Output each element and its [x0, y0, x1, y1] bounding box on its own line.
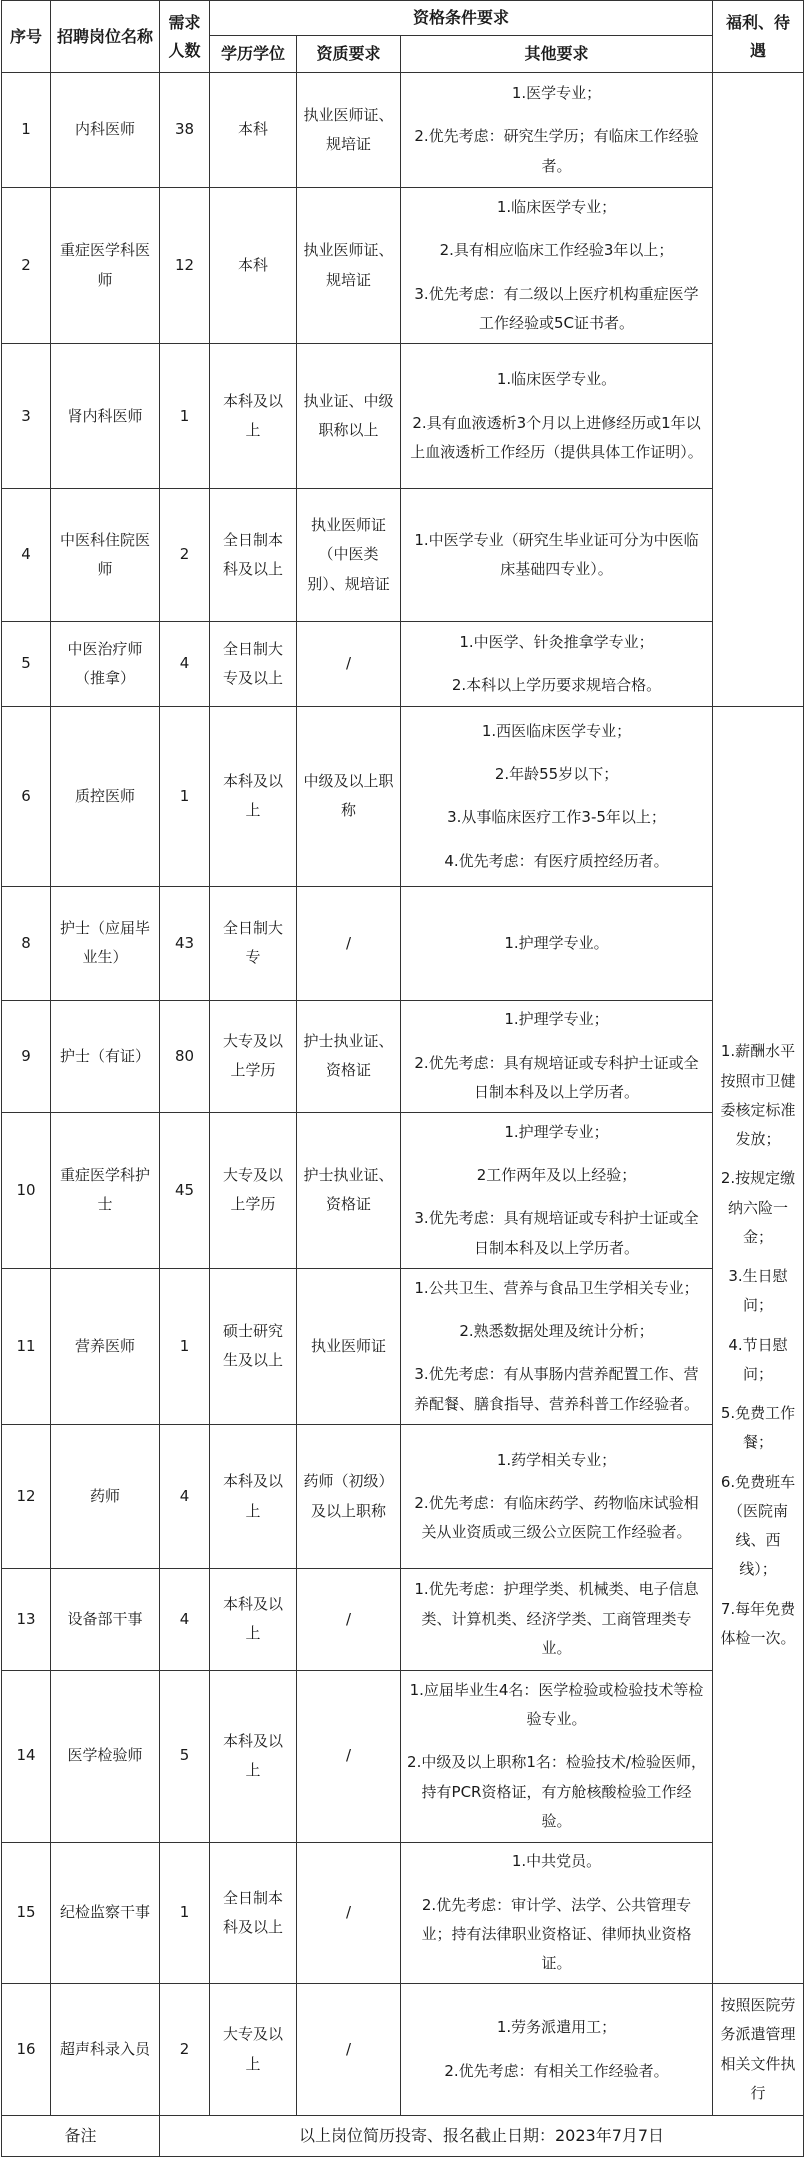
row-other-requirements: [401, 707, 713, 887]
table-row: [2, 707, 804, 887]
row-count: 2: [160, 489, 210, 622]
row-credential: 执业医师证、规培证: [297, 73, 401, 188]
row-position: 护士（有证）: [51, 1000, 160, 1112]
header-benefits: 福利、待遇: [713, 1, 804, 73]
requirement-line: 1.医学专业；: [511, 84, 602, 103]
row-other-requirements: [401, 1842, 713, 1984]
row-position: 质控医师: [51, 707, 160, 887]
requirement-line: 1.应届毕业生4名：医学检验或检验技术等检验专业。: [409, 1680, 704, 1729]
row-credential: 护士执业证、资格证: [297, 1112, 401, 1268]
requirement-line: 2.优先考虑：具有规培证或专科护士证或全日制本科及以上学历者。: [414, 1053, 699, 1101]
table-row: [2, 489, 804, 622]
header-position: 招聘岗位名称: [51, 1, 160, 73]
benefit-line: 4.节日慰问；: [728, 1335, 788, 1383]
row-count: 5: [160, 1670, 210, 1842]
row-credential: 执业医师证（中医类别）、规培证: [297, 489, 401, 622]
table-row: [2, 886, 804, 1000]
row-education: 全日制大专: [210, 886, 297, 1000]
row-count: 1: [160, 1268, 210, 1424]
row-education: 本科及以上: [210, 1670, 297, 1842]
requirement-line: 1.中医学、针灸推拿学专业；: [459, 632, 654, 651]
benefits-cell-dispatch: 按照医院劳务派遣管理相关文件执行: [713, 1984, 804, 2116]
requirement-line: 2.年龄55岁以下；: [494, 765, 619, 784]
header-other: 其他要求: [401, 36, 713, 73]
row-credential: 执业医师证: [297, 1268, 401, 1424]
row-seq: 12: [2, 1425, 51, 1569]
requirement-line: 3.优先考虑：有二级以上医疗机构重症医学工作经验或5C证书者。: [414, 284, 699, 332]
row-other-requirements: [401, 1000, 713, 1112]
requirement-line: 2工作两年及以上经验；: [476, 1166, 637, 1185]
row-education: 本科及以上: [210, 344, 297, 489]
benefit-line: 5.免费工作餐；: [720, 1404, 796, 1452]
benefit-line: 3.生日慰问；: [728, 1267, 788, 1315]
row-position: 护士（应届毕业生）: [51, 886, 160, 1000]
requirement-line: 2.优先考虑：研究生学历；有临床工作经验者。: [414, 127, 699, 175]
row-other-requirements: [401, 886, 713, 1000]
header-education: 学历学位: [210, 36, 297, 73]
requirement-line: 3.从事临床医疗工作3-5年以上；: [447, 808, 666, 827]
note-text: 以上岗位简历投寄、报名截止日期：2023年7月7日: [160, 2116, 804, 2157]
table-row: [2, 1842, 804, 1984]
row-other-requirements: [401, 188, 713, 344]
requirement-line: 2.优先考虑：有相关工作经验者。: [444, 2061, 669, 2080]
row-other-requirements: [401, 1268, 713, 1424]
requirement-line: 2.优先考虑：有临床药学、药物临床试验相关从业资质或三级公立医院工作经验者。: [414, 1493, 699, 1542]
table-row: [2, 621, 804, 706]
row-other-requirements: [401, 1670, 713, 1842]
header-seq: 序号: [2, 1, 51, 73]
requirement-line: 1.护理学专业。: [504, 933, 609, 952]
row-seq: 5: [2, 621, 51, 706]
benefit-line: 1.薪酬水平按照市卫健委核定标准发放；: [720, 1042, 796, 1149]
header-count: 需求人数: [160, 1, 210, 73]
requirement-line: 1.中医学专业（研究生毕业证可分为中医临床基础四专业）。: [414, 530, 699, 578]
row-position: 内科医师: [51, 73, 160, 188]
row-seq: 1: [2, 73, 51, 188]
row-count: 4: [160, 621, 210, 706]
benefit-line: 6.免费班车（医院南线、西线）；: [720, 1472, 796, 1579]
row-position: 医学检验师: [51, 1670, 160, 1842]
row-position: 中医治疗师（推拿）: [51, 621, 160, 706]
row-education: 大专及以上: [210, 1984, 297, 2116]
table-row: [2, 1568, 804, 1670]
header-row-1: [2, 1, 804, 36]
recruitment-table: [1, 0, 804, 2157]
row-other-requirements: [401, 1984, 713, 2116]
requirement-line: 1.临床医学专业；: [496, 198, 617, 217]
row-position: 药师: [51, 1425, 160, 1569]
table-row: [2, 1425, 804, 1569]
row-other-requirements: [401, 1425, 713, 1569]
row-count: 12: [160, 188, 210, 344]
row-seq: 2: [2, 188, 51, 344]
row-position: 肾内科医师: [51, 344, 160, 489]
row-credential: /: [297, 1670, 401, 1842]
row-count: 1: [160, 707, 210, 887]
table-row: [2, 73, 804, 188]
row-education: 全日制大专及以上: [210, 621, 297, 706]
requirement-line: 1.护理学专业；: [504, 1010, 609, 1029]
table-row: [2, 344, 804, 489]
header-qualifications: 资格条件要求: [210, 1, 713, 36]
note-row: [2, 2116, 804, 2157]
row-credential: 中级及以上职称: [297, 707, 401, 887]
row-credential: 执业证、中级职称以上: [297, 344, 401, 489]
row-other-requirements: [401, 344, 713, 489]
requirement-line: 1.中共党员。: [511, 1852, 602, 1871]
row-seq: 14: [2, 1670, 51, 1842]
row-position: 纪检监察干事: [51, 1842, 160, 1984]
row-credential: 护士执业证、资格证: [297, 1000, 401, 1112]
requirement-line: 1.药学相关专业；: [496, 1450, 617, 1469]
requirement-line: 2.具有相应临床工作经验3年以上；: [439, 241, 674, 260]
row-education: 本科: [210, 188, 297, 344]
table-row: [2, 188, 804, 344]
table-row: [2, 1000, 804, 1112]
row-education: 本科及以上: [210, 707, 297, 887]
row-count: 45: [160, 1112, 210, 1268]
row-education: 本科: [210, 73, 297, 188]
row-education: 大专及以上学历: [210, 1000, 297, 1112]
row-count: 38: [160, 73, 210, 188]
table-row: [2, 1112, 804, 1268]
row-position: 超声科录入员: [51, 1984, 160, 2116]
row-credential: /: [297, 621, 401, 706]
row-seq: 10: [2, 1112, 51, 1268]
row-credential: /: [297, 886, 401, 1000]
requirement-line: 1.劳务派遣用工；: [496, 2018, 617, 2037]
row-count: 43: [160, 886, 210, 1000]
row-education: 本科及以上: [210, 1568, 297, 1670]
table-row: [2, 1984, 804, 2116]
header-credential: 资质要求: [297, 36, 401, 73]
requirement-line: 3.优先考虑：具有规培证或专科护士证或全日制本科及以上学历者。: [414, 1209, 699, 1257]
requirement-line: 4.优先考虑：有医疗质控经历者。: [444, 851, 669, 870]
row-count: 4: [160, 1568, 210, 1670]
row-other-requirements: [401, 621, 713, 706]
requirement-line: 1.护理学专业；: [504, 1122, 609, 1141]
row-seq: 4: [2, 489, 51, 622]
requirement-line: 1.公共卫生、营养与食品卫生学相关专业；: [414, 1278, 699, 1297]
benefits-cell-empty: [713, 73, 804, 707]
table-row: [2, 1268, 804, 1424]
row-credential: /: [297, 1842, 401, 1984]
row-education: 硕士研究生及以上: [210, 1268, 297, 1424]
benefit-line: 7.每年免费体检一次。: [720, 1599, 796, 1647]
row-seq: 8: [2, 886, 51, 1000]
requirement-line: 2.优先考虑：审计学、法学、公共管理专业；持有法律职业资格证、律师执业资格证。: [421, 1895, 692, 1973]
requirement-line: 2.具有血液透析3个月以上进修经历或1年以上血液透析工作经历（提供具体工作证明）。: [410, 413, 703, 461]
row-education: 全日制本科及以上: [210, 489, 297, 622]
row-count: 4: [160, 1425, 210, 1569]
requirement-line: 2.中级及以上职称1名：检验技术/检验医师，持有PCR资格证，有方舱核酸检验工作经验。: [407, 1753, 706, 1830]
benefits-cell: [713, 707, 804, 1984]
row-other-requirements: [401, 489, 713, 622]
row-position: 重症医学科医师: [51, 188, 160, 344]
row-seq: 16: [2, 1984, 51, 2116]
row-seq: 9: [2, 1000, 51, 1112]
requirement-line: 2.本科以上学历要求规培合格。: [451, 675, 662, 694]
row-count: 80: [160, 1000, 210, 1112]
note-label: 备注: [2, 2116, 160, 2157]
requirement-line: 1.临床医学专业。: [496, 370, 617, 389]
row-credential: /: [297, 1984, 401, 2116]
row-other-requirements: [401, 1112, 713, 1268]
row-credential: /: [297, 1568, 401, 1670]
requirement-line: 1.西医临床医学专业；: [481, 721, 632, 740]
row-education: 全日制本科及以上: [210, 1842, 297, 1984]
row-education: 本科及以上: [210, 1425, 297, 1569]
requirement-line: 2.熟悉数据处理及统计分析；: [459, 1322, 654, 1341]
requirement-line: 1.优先考虑：护理学类、机械类、电子信息类、计算机类、经济学类、工商管理类专业。: [414, 1580, 699, 1657]
requirement-line: 3.优先考虑：有从事肠内营养配置工作、营养配餐、膳食指导、营养科普工作经验者。: [414, 1365, 700, 1413]
row-position: 营养医师: [51, 1268, 160, 1424]
table-body: [2, 73, 804, 2116]
row-credential: 药师（初级）及以上职称: [297, 1425, 401, 1569]
row-position: 设备部干事: [51, 1568, 160, 1670]
row-seq: 15: [2, 1842, 51, 1984]
row-position: 中医科住院医师: [51, 489, 160, 622]
benefit-line: 2.按规定缴纳六险一金；: [720, 1169, 796, 1246]
row-position: 重症医学科护士: [51, 1112, 160, 1268]
row-other-requirements: [401, 1568, 713, 1670]
table-row: [2, 1670, 804, 1842]
row-credential: 执业医师证、规培证: [297, 188, 401, 344]
row-seq: 11: [2, 1268, 51, 1424]
row-seq: 13: [2, 1568, 51, 1670]
row-seq: 6: [2, 707, 51, 887]
row-count: 1: [160, 1842, 210, 1984]
row-count: 2: [160, 1984, 210, 2116]
row-education: 大专及以上学历: [210, 1112, 297, 1268]
row-seq: 3: [2, 344, 51, 489]
row-other-requirements: [401, 73, 713, 188]
row-count: 1: [160, 344, 210, 489]
